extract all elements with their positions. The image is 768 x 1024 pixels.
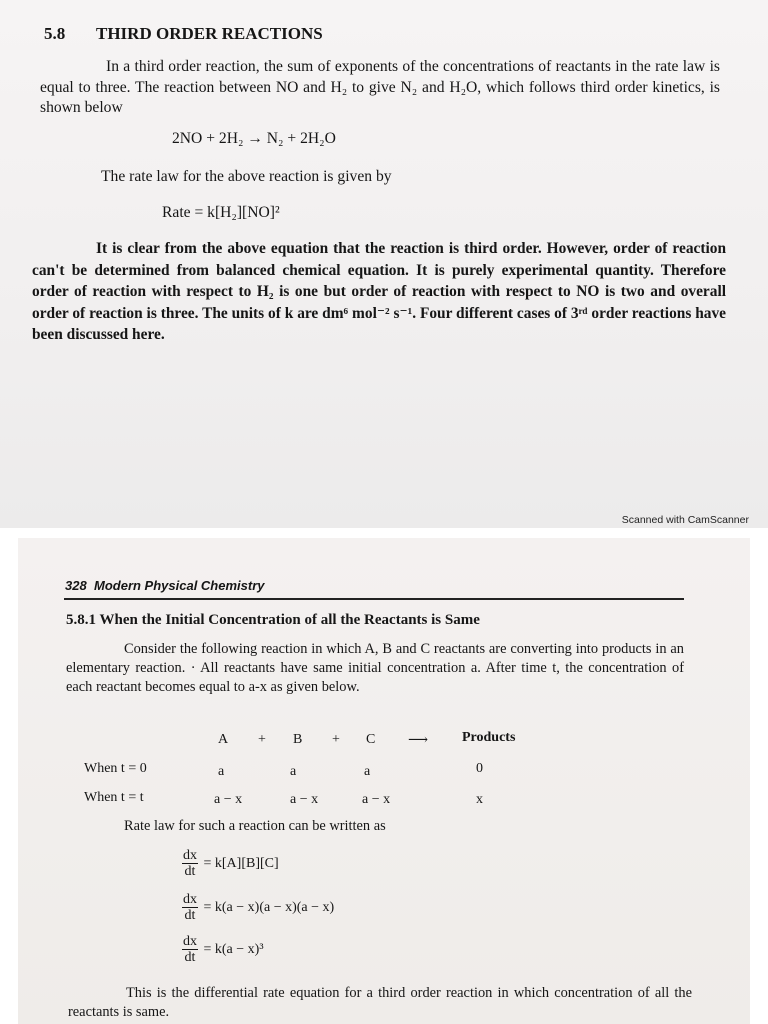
page-number: 328 [65,578,87,593]
table-header-plus-1: + [258,732,266,747]
table-header-products: Products [462,730,516,745]
table-header-arrow: ⟶ [408,733,429,748]
fraction-dx-dt [182,934,198,965]
fraction-denominator: dt [184,908,196,923]
fraction-numerator: dx [183,892,197,907]
section-number: 5.8 [44,24,66,43]
row-t0-c: a [364,764,371,779]
rate-law-intro: The rate law for the above reaction is given by [101,168,392,185]
closing-paragraph: This is the differential rate equation for a third order reaction in which concentration of all the reactants is same. [68,985,692,1020]
reaction-equation: 2NO + 2H₂ → N₂ + 2H₂O [172,130,336,147]
row-t-a: a − x [214,792,243,807]
page-lower [18,538,750,1024]
table-header-b: B [293,732,303,747]
fraction-dx-dt [182,848,198,879]
intro-paragraph-2: Consider the following reaction in which A, B and C reactants are converting into products in an elementary reaction. · All reactants have same initial concentration a. After time t, the concentration of each reactant becomes equal to a-x as given below. [66,641,684,695]
table-header-c: C [366,732,376,747]
row-t0-products: 0 [476,761,483,776]
rate-equation-3 [182,934,264,965]
intro-paragraph: In a third order reaction, the sum of exponents of the concentrations of reactants in the rate law is equal to three. The reaction between NO and H₂ to give N₂ and H₂O, which follows third order kinetics, is shown below [40,58,720,116]
discussion-paragraph: It is clear from the above equation that the reaction is third order. However, order of reaction can't be determined from balanced chemical equation. It is purely experimental quantity. Therefore order of reaction with respect to H₂ is one but order of reaction with respect to NO is two and overall order of reaction is three. The units of k are dm⁶ mol⁻² s⁻¹. Four different cases of 3ʳᵈ order reactions have been discussed here. [32,240,726,343]
table-header-plus-2: + [332,732,340,747]
equation-rhs: = k(a − x)(a − x)(a − x) [203,899,335,915]
fraction-denominator: dt [184,950,196,965]
row-t0-a: a [218,764,225,779]
fraction-numerator: dx [183,934,197,949]
row-t-c: a − x [362,792,391,807]
section-title: THIRD ORDER REACTIONS [96,24,323,43]
equation-rhs: = k(a − x)³ [203,941,264,957]
rate-equation-1 [182,848,279,879]
row-t0-label: When t = 0 [84,761,147,776]
subsection-title: 5.8.1 When the Initial Concentration of all the Reactants is Same [66,612,480,628]
scanner-watermark: Scanned with CamScanner [621,514,749,526]
row-t-label: When t = t [84,790,144,805]
rate-law-intro-2: Rate law for such a reaction can be written as [124,818,386,834]
row-t0-b: a [290,764,297,779]
fraction-dx-dt [182,892,198,923]
rate-equation-2 [182,892,334,923]
book-title: Modern Physical Chemistry [94,578,265,593]
rate-law: Rate = k[H₂][NO]² [162,204,280,221]
fraction-numerator: dx [183,848,197,863]
header-rule [64,598,684,600]
row-t-products: x [476,792,483,807]
equation-rhs: = k[A][B][C] [203,855,279,871]
table-header-a: A [218,732,229,747]
row-t-b: a − x [290,792,319,807]
fraction-denominator: dt [184,864,196,879]
